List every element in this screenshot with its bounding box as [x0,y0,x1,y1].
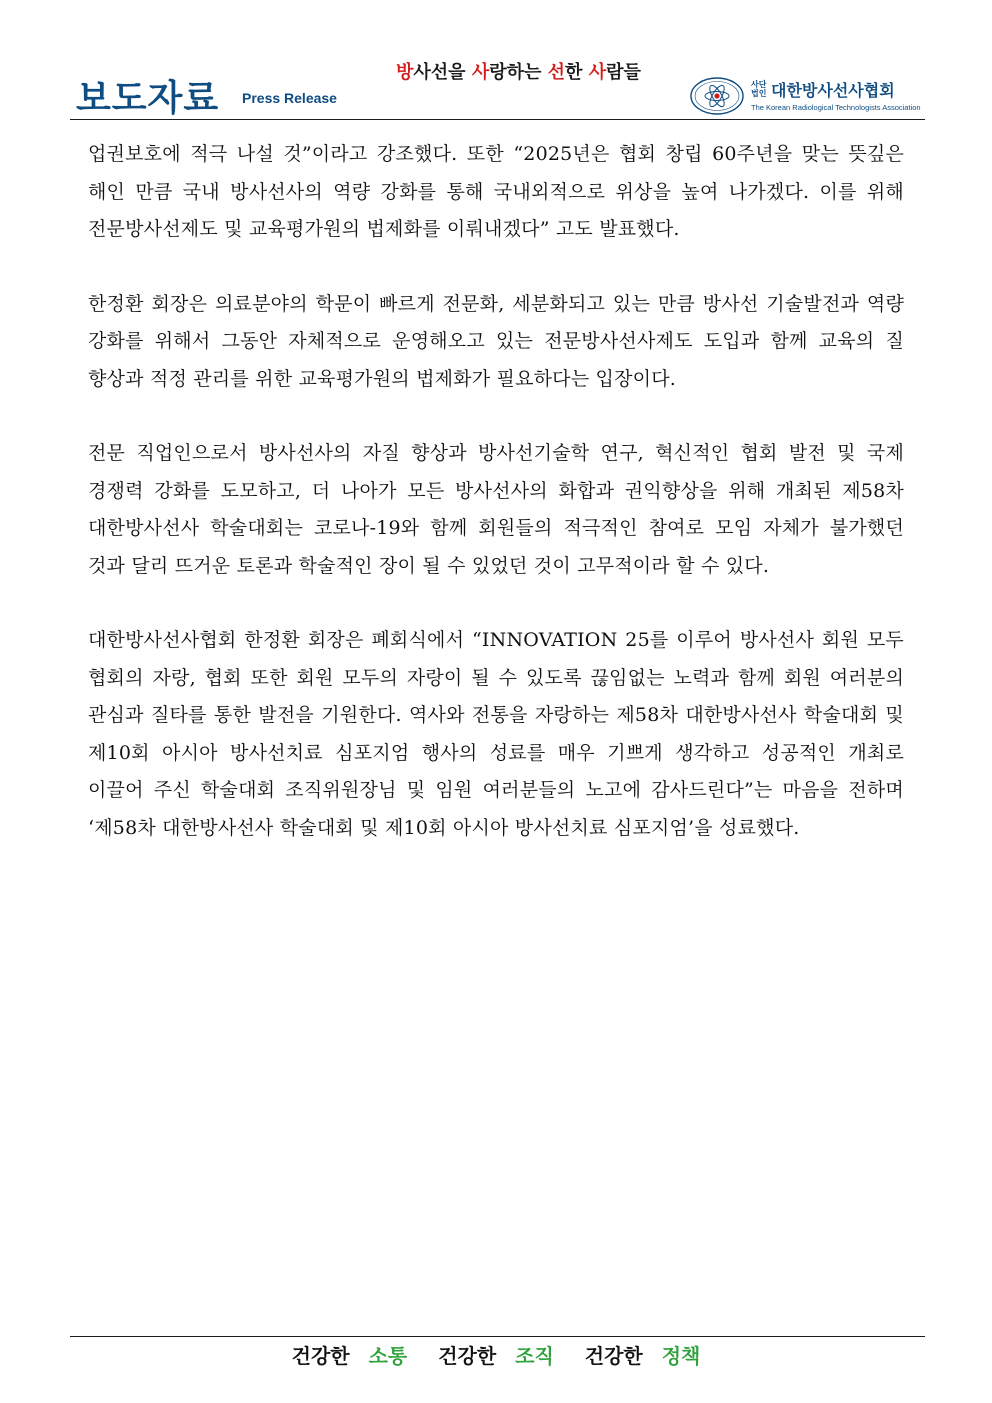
slogan-part: 사 [588,62,607,83]
page-header [70,40,925,120]
org-prefix: 사단법인 [751,80,767,98]
footer-motto-item [579,1344,707,1368]
association-logo-block [689,76,925,116]
press-release-title: 보도자료 [76,78,220,119]
footer-motto-word: 소통 [368,1344,408,1368]
press-release-subtitle: Press Release [242,90,337,106]
footer-motto-prefix: 건강한 [584,1344,650,1368]
org-name: 대한방사선사협회 [771,81,895,100]
slogan-part: 한 [565,62,589,83]
press-release-body [88,136,904,884]
atom-emblem-icon [689,76,745,116]
slogan-part: 방 [396,62,414,83]
body-paragraph: 업권보호에 적극 나설 것”이라고 강조했다. 또한 “2025년은 협회 창립 60주년을 맞는 뜻깊은 해인 만큼 국내 방사선사의 역량 강화를 통해 국내외적으로 위상을 높여 나가겠다. 이를 위해 전문방사선제도 및 교육평가원의 법제화를 이뤄내겠다” 고도 발표했다. [88,143,904,240]
footer-motto [0,1340,992,1369]
slogan-part: 람들 [606,62,641,83]
slogan-part: 사 [471,62,490,83]
footer-motto-item [432,1344,560,1368]
footer-motto-word: 조직 [515,1344,554,1368]
footer-motto-item [286,1344,414,1368]
body-paragraph: 한정환 회장은 의료분야의 학문이 빠르게 전문화, 세분화되고 있는 만큼 방사선 기술발전과 역량 강화를 위해서 그동안 자체적으로 운영해오고 있는 전문방사선사제도 도입과 함께 교육의 질 향상과 적정 관리를 위한 교육평가원의 법제화가 필요하다는 입장이다. [88,292,904,390]
footer-divider [70,1336,925,1337]
body-paragraph: 전문 직업인으로서 방사선사의 자질 향상과 방사선기술학 연구, 혁신적인 협회 발전 및 국제 경쟁력 강화를 도모하고, 더 나아가 모든 방사선사의 화합과 권익향상을 위해 개최된 제58차 대한방사선사 학술대회는 코로나-19와 함께 회원들의 적극적인 참여로 모임 자체가 불가했던 것과 달리 뜨거운 토론과 학술적인 장이 될 수 있었던 것이 고무적이라 할 수 있다. [88,442,904,577]
header-divider [70,119,925,120]
body-paragraph: 대한방사선사협회 한정환 회장은 폐회식에서 “INNOVATION 25를 이루어 방사선사 회원 모두 협회의 자랑, 협회 또한 회원 모두의 자랑이 될 수 있도록 끊임없는 노력과 함께 회원 여러분의 관심과 질타를 통한 발전을 기원한다. 역사와 전통을 자랑하는 제58차 대한방사선사 학술대회 및 제10회 아시아 방사선치료 심포지엄 행사의 성료를 매우 기쁘게 생각하고 성공적인 개최로 이끌어 주신 학술대회 조직위원장님 및 임원 여러분들의 노고에 감사드린다”는 마음을 전하며 ‘제58차 대한방사선사 학술대회 및 제10회 아시아 방사선치료 심포지엄’을 성료했다. [88,629,904,839]
org-name-english: The Korean Radiological Technologists Association [751,103,921,112]
association-slogan [396,58,641,84]
footer-motto-word: 정책 [661,1344,701,1368]
slogan-part: 사선을 [413,62,472,83]
footer-motto-prefix: 건강한 [291,1344,357,1368]
slogan-part: 랑하는 [489,62,548,83]
footer-motto-prefix: 건강한 [438,1344,504,1368]
slogan-part: 선 [547,62,566,83]
